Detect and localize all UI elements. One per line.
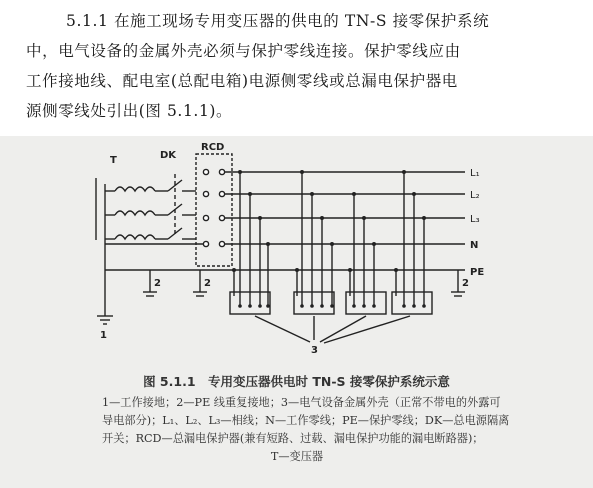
figure-caption-legend (102, 394, 512, 466)
tn-s-wiring-diagram (0, 136, 593, 368)
caption-line-3: 开关；RCD—总漏电保护器(兼有短路、过载、漏电保护功能的漏电断路器)； (102, 432, 484, 445)
caption-line-2: 导电部分)；L₁、L₂、L₃—相线；N—工作零线；PE—保护零线；DK—总电源隔离 (102, 414, 510, 427)
figure-5-1-1 (0, 136, 593, 488)
enclosure-4 (392, 292, 432, 314)
label-l3: L₃ (470, 214, 480, 225)
enclosure-drops (234, 172, 424, 306)
transformer-coils (105, 187, 155, 239)
enclosure-leader-lines (255, 316, 410, 343)
enclosure-3 (346, 292, 386, 314)
rcd-enclosure (196, 154, 232, 266)
label-n: N (470, 240, 479, 251)
paragraph-line-2: 中，电气设备的金属外壳必须与保护零线连接。保护零线应由 (26, 42, 461, 60)
working-ground-symbol (97, 316, 113, 324)
label-dk: DK (160, 150, 177, 161)
label-2c: 2 (462, 278, 469, 289)
label-3: 3 (311, 345, 318, 356)
enclosure-2 (294, 292, 334, 314)
figure-caption-title: 图 5.1.1 专用变压器供电时 TN-S 接零保护系统示意 (143, 374, 450, 389)
connection-dots (232, 170, 426, 308)
body-paragraph (26, 6, 571, 126)
label-2b: 2 (204, 278, 211, 289)
label-transformer: T (110, 155, 117, 166)
label-rcd: RCD (201, 142, 225, 153)
label-l2: L₂ (470, 190, 480, 201)
rcd-contacts (203, 169, 224, 246)
dk-isolation-switch (155, 174, 196, 239)
label-2a: 2 (154, 278, 161, 289)
label-l1: L₁ (470, 168, 480, 179)
paragraph-line-4: 源侧零线处引出(图 5.1.1)。 (26, 102, 233, 120)
paragraph-line-3: 工作接地线、配电室(总配电箱)电源侧零线或总漏电保护器电 (26, 72, 458, 90)
label-pe: PE (470, 267, 485, 278)
label-1: 1 (100, 330, 107, 341)
caption-line-1: 1—工作接地；2—PE 线重复接地；3—电气设备金属外壳（正常不带电的外露可 (102, 396, 501, 409)
caption-line-4: T—变压器 (270, 450, 324, 463)
paragraph-line-1: 5.1.1 在施工现场专用变压器的供电的 TN-S 接零保护系统 (66, 12, 490, 30)
